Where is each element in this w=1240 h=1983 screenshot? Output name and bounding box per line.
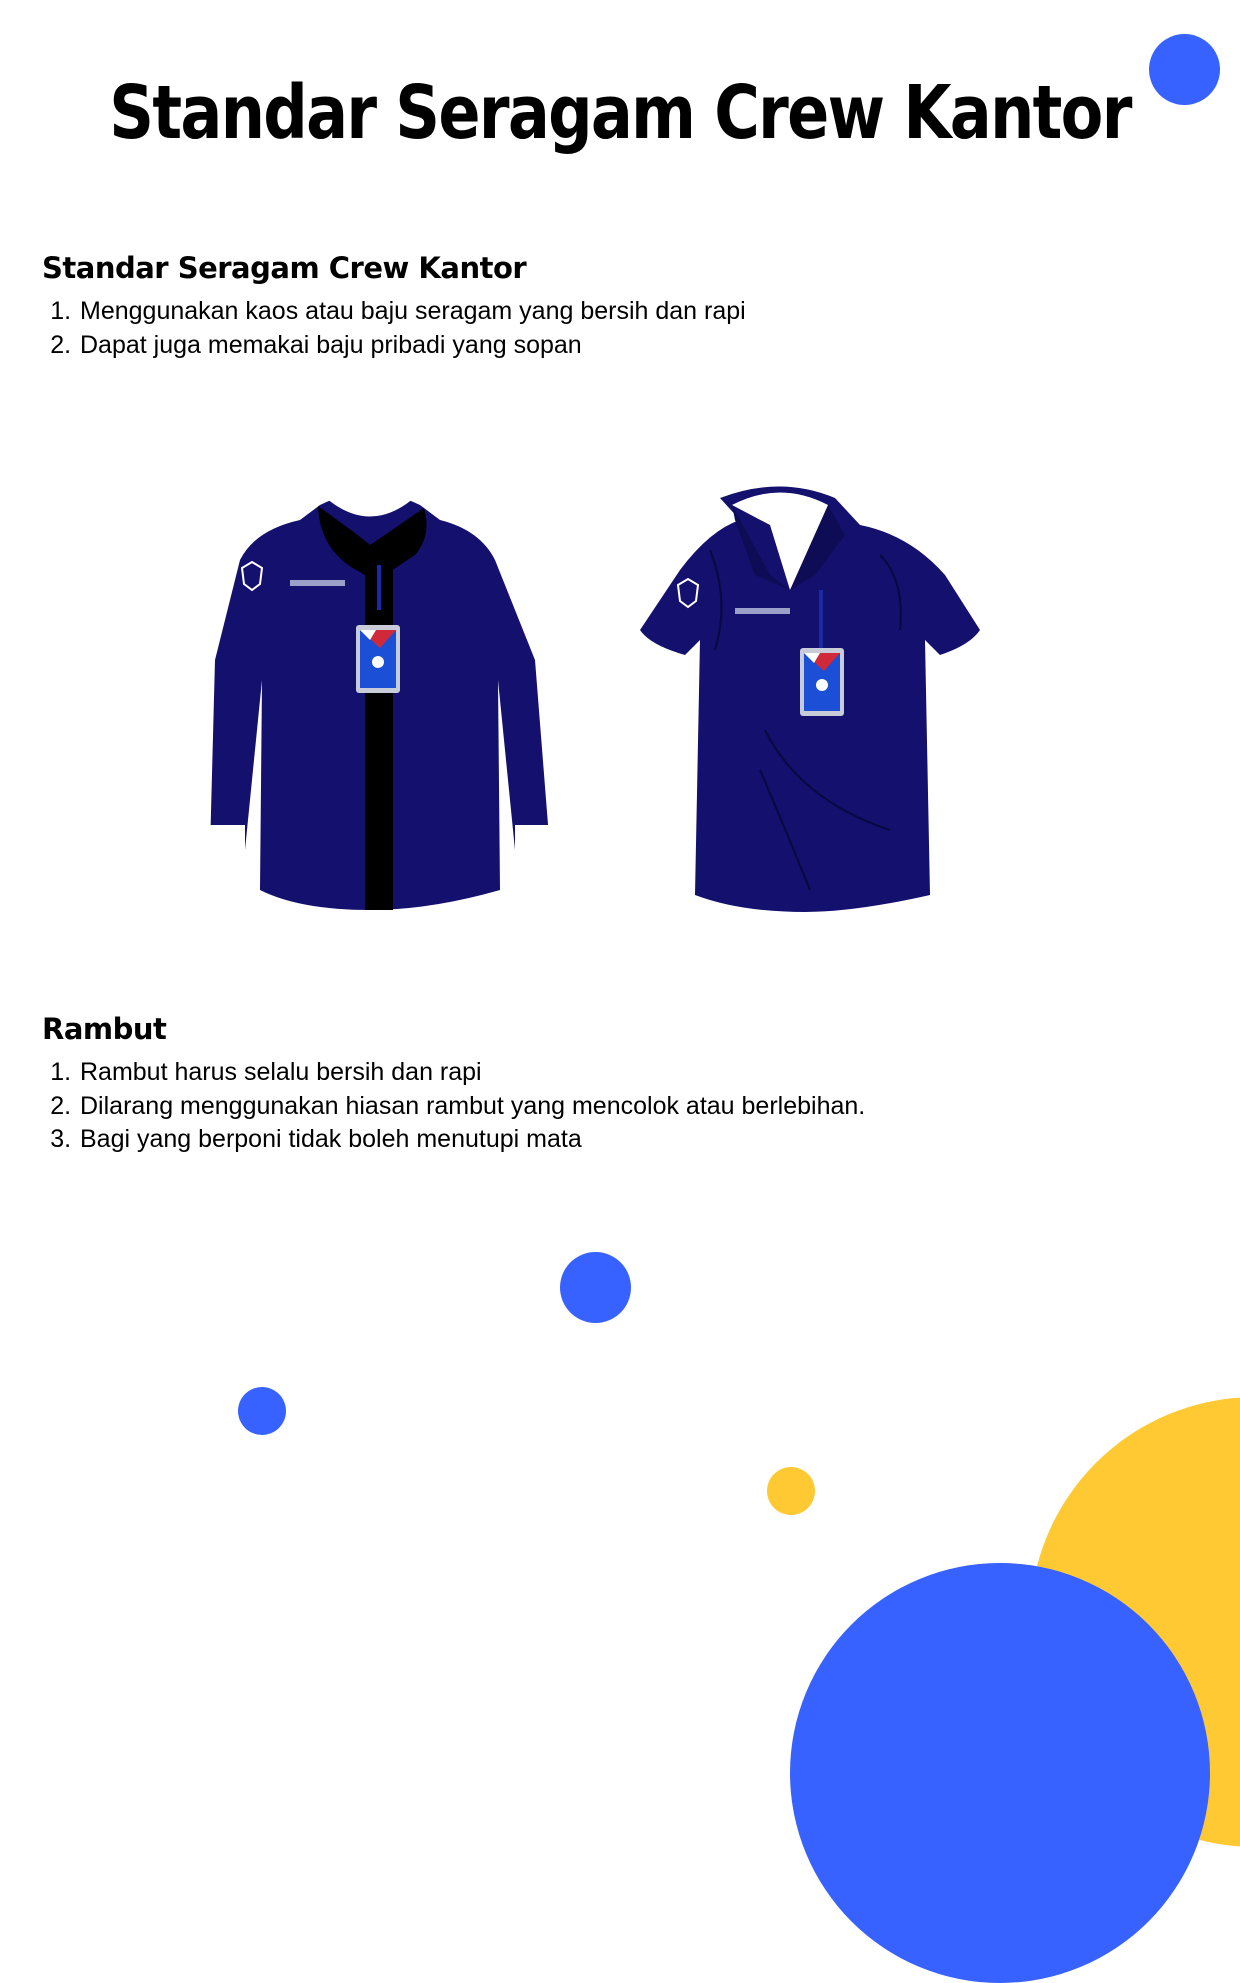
uniform-section-heading: Standar Seragam Crew Kantor	[42, 251, 527, 285]
uniform-section	[42, 251, 1142, 362]
long-sleeve-shirt	[210, 486, 550, 910]
uniform-illustration	[200, 480, 1040, 920]
decorative-circle-blue-middle	[560, 1252, 631, 1323]
short-sleeve-polo	[640, 487, 980, 913]
page-title: Standar Seragam Crew Kantor	[109, 70, 1131, 156]
hair-rules-list	[42, 1056, 1142, 1157]
decorative-circle-yellow-small	[767, 1467, 815, 1515]
list-item: 3. Bagi yang berponi tidak boleh menutupi mata	[78, 1123, 1142, 1157]
decorative-circle-blue-top	[1149, 34, 1220, 105]
list-item: 1. Rambut harus selalu bersih dan rapi	[78, 1056, 1142, 1090]
hair-section	[42, 1012, 1142, 1157]
list-item: 2. Dilarang menggunakan hiasan rambut yang mencolok atau berlebihan.	[78, 1090, 1142, 1124]
list-item: 1. Menggunakan kaos atau baju seragam yang bersih dan rapi	[78, 295, 1142, 329]
decorative-circle-blue-small	[238, 1387, 286, 1435]
list-item: 2. Dapat juga memakai baju pribadi yang sopan	[78, 329, 1142, 363]
decorative-shape-blue-large	[790, 1563, 1210, 1983]
uniform-rules-list	[42, 295, 1142, 362]
hair-section-heading: Rambut	[42, 1012, 167, 1046]
